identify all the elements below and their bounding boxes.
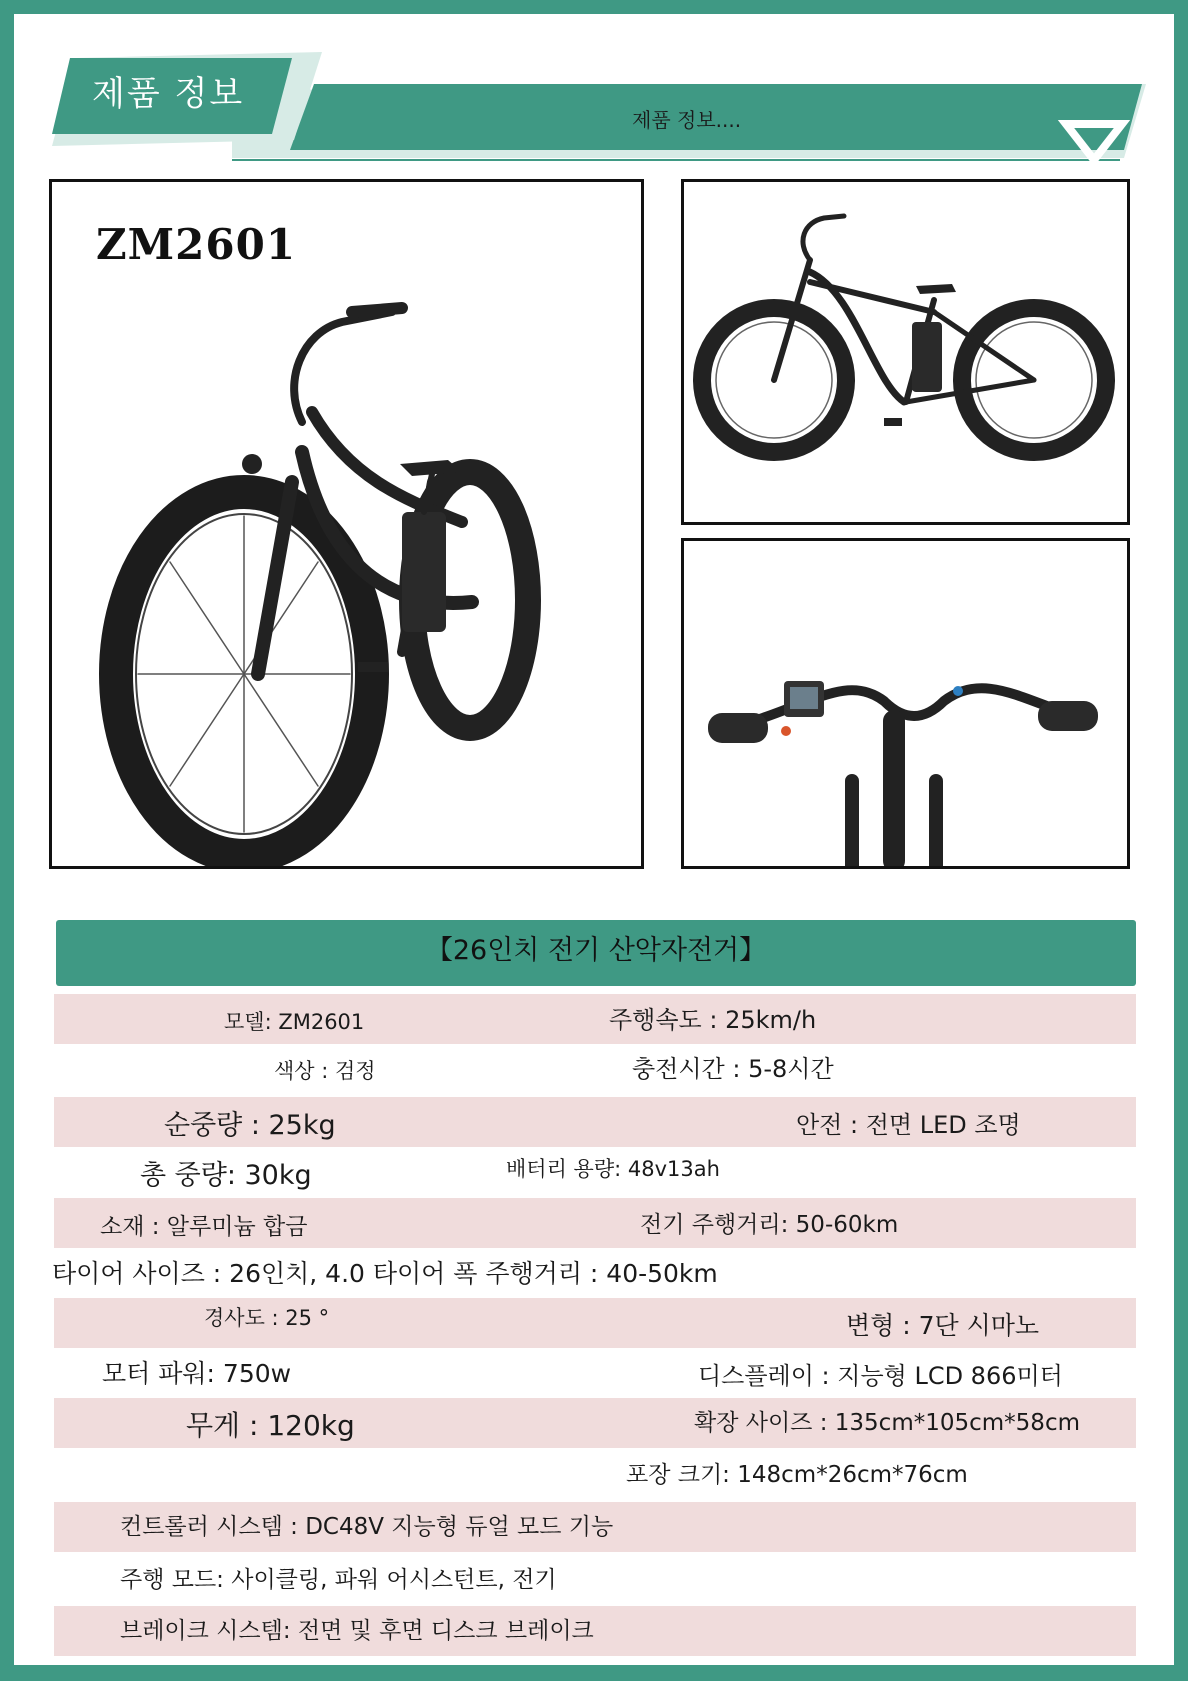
spec-row-1 [54,994,1136,1044]
spec-model: 모델: ZM2601 [224,1010,365,1034]
spec-row-13 [54,1606,1136,1656]
model-label: ZM2601 [96,220,297,269]
handlebar-photo [681,538,1130,869]
spec-display: 디스플레이 : 지능형 LCD 866미터 [698,1362,1063,1390]
spec-charge-time: 충전시간 : 5-8시간 [632,1055,834,1083]
spec-safety: 안전 : 전면 LED 조명 [796,1111,1021,1139]
spec-brake: 브레이크 시스템: 전면 및 후면 디스크 브레이크 [120,1618,594,1644]
spec-package-size: 포장 크기: 148cm*26cm*76cm [626,1462,968,1488]
spec-gears: 변형 : 7단 시마노 [846,1311,1040,1340]
spec-gross-weight: 총 중량: 30kg [140,1160,312,1191]
spec-riding-mode: 주행 모드: 사이클링, 파워 어시스턴트, 전기 [120,1567,557,1593]
spec-row-8 [54,1346,1136,1396]
spec-row-7 [54,1298,1136,1348]
spec-row-3 [54,1097,1136,1147]
spec-tire-size: 타이어 사이즈 : 26인치, 4.0 타이어 폭 주행거리 : 40-50km [52,1259,718,1288]
spec-row-4 [54,1145,1136,1195]
header-subtitle: 제품 정보.... [632,108,742,132]
main-product-photo [49,179,644,869]
spec-controller: 컨트롤러 시스템 : DC48V 지능형 듀얼 모드 기능 [120,1514,614,1540]
spec-material: 소재 : 알루미늄 합금 [100,1214,308,1240]
page-title: 제품 정보 [92,74,245,114]
spec-title: 【26인치 전기 산악자전거】 [56,920,1136,986]
bicycle-side-illustration [684,182,1127,522]
spec-row-10 [54,1446,1136,1496]
side-view-photo [681,179,1130,525]
spec-row-6 [54,1246,1136,1296]
bicycle-front-illustration [52,182,641,866]
header-banner [0,0,1188,170]
spec-row-11 [54,1502,1136,1552]
spec-net-weight: 순중량 : 25kg [164,1110,336,1141]
spec-motor: 모터 파워: 750w [102,1359,292,1388]
spec-load-weight: 무게 : 120kg [186,1409,355,1442]
spec-speed: 주행속도 : 25km/h [609,1006,817,1034]
spec-battery: 배터리 용량: 48v13ah [506,1157,720,1181]
spec-electric-range: 전기 주행거리: 50-60km [640,1212,899,1238]
spec-color: 색상 : 검정 [274,1059,376,1083]
spec-row-5 [54,1198,1136,1248]
spec-row-2 [54,1043,1136,1093]
handlebar-illustration [684,541,1127,866]
spec-row-12 [54,1553,1136,1603]
spec-row-9 [54,1398,1136,1448]
spec-unfolded-size: 확장 사이즈 : 135cm*105cm*58cm [694,1410,1080,1436]
spec-slope: 경사도 : 25 ° [204,1306,330,1330]
